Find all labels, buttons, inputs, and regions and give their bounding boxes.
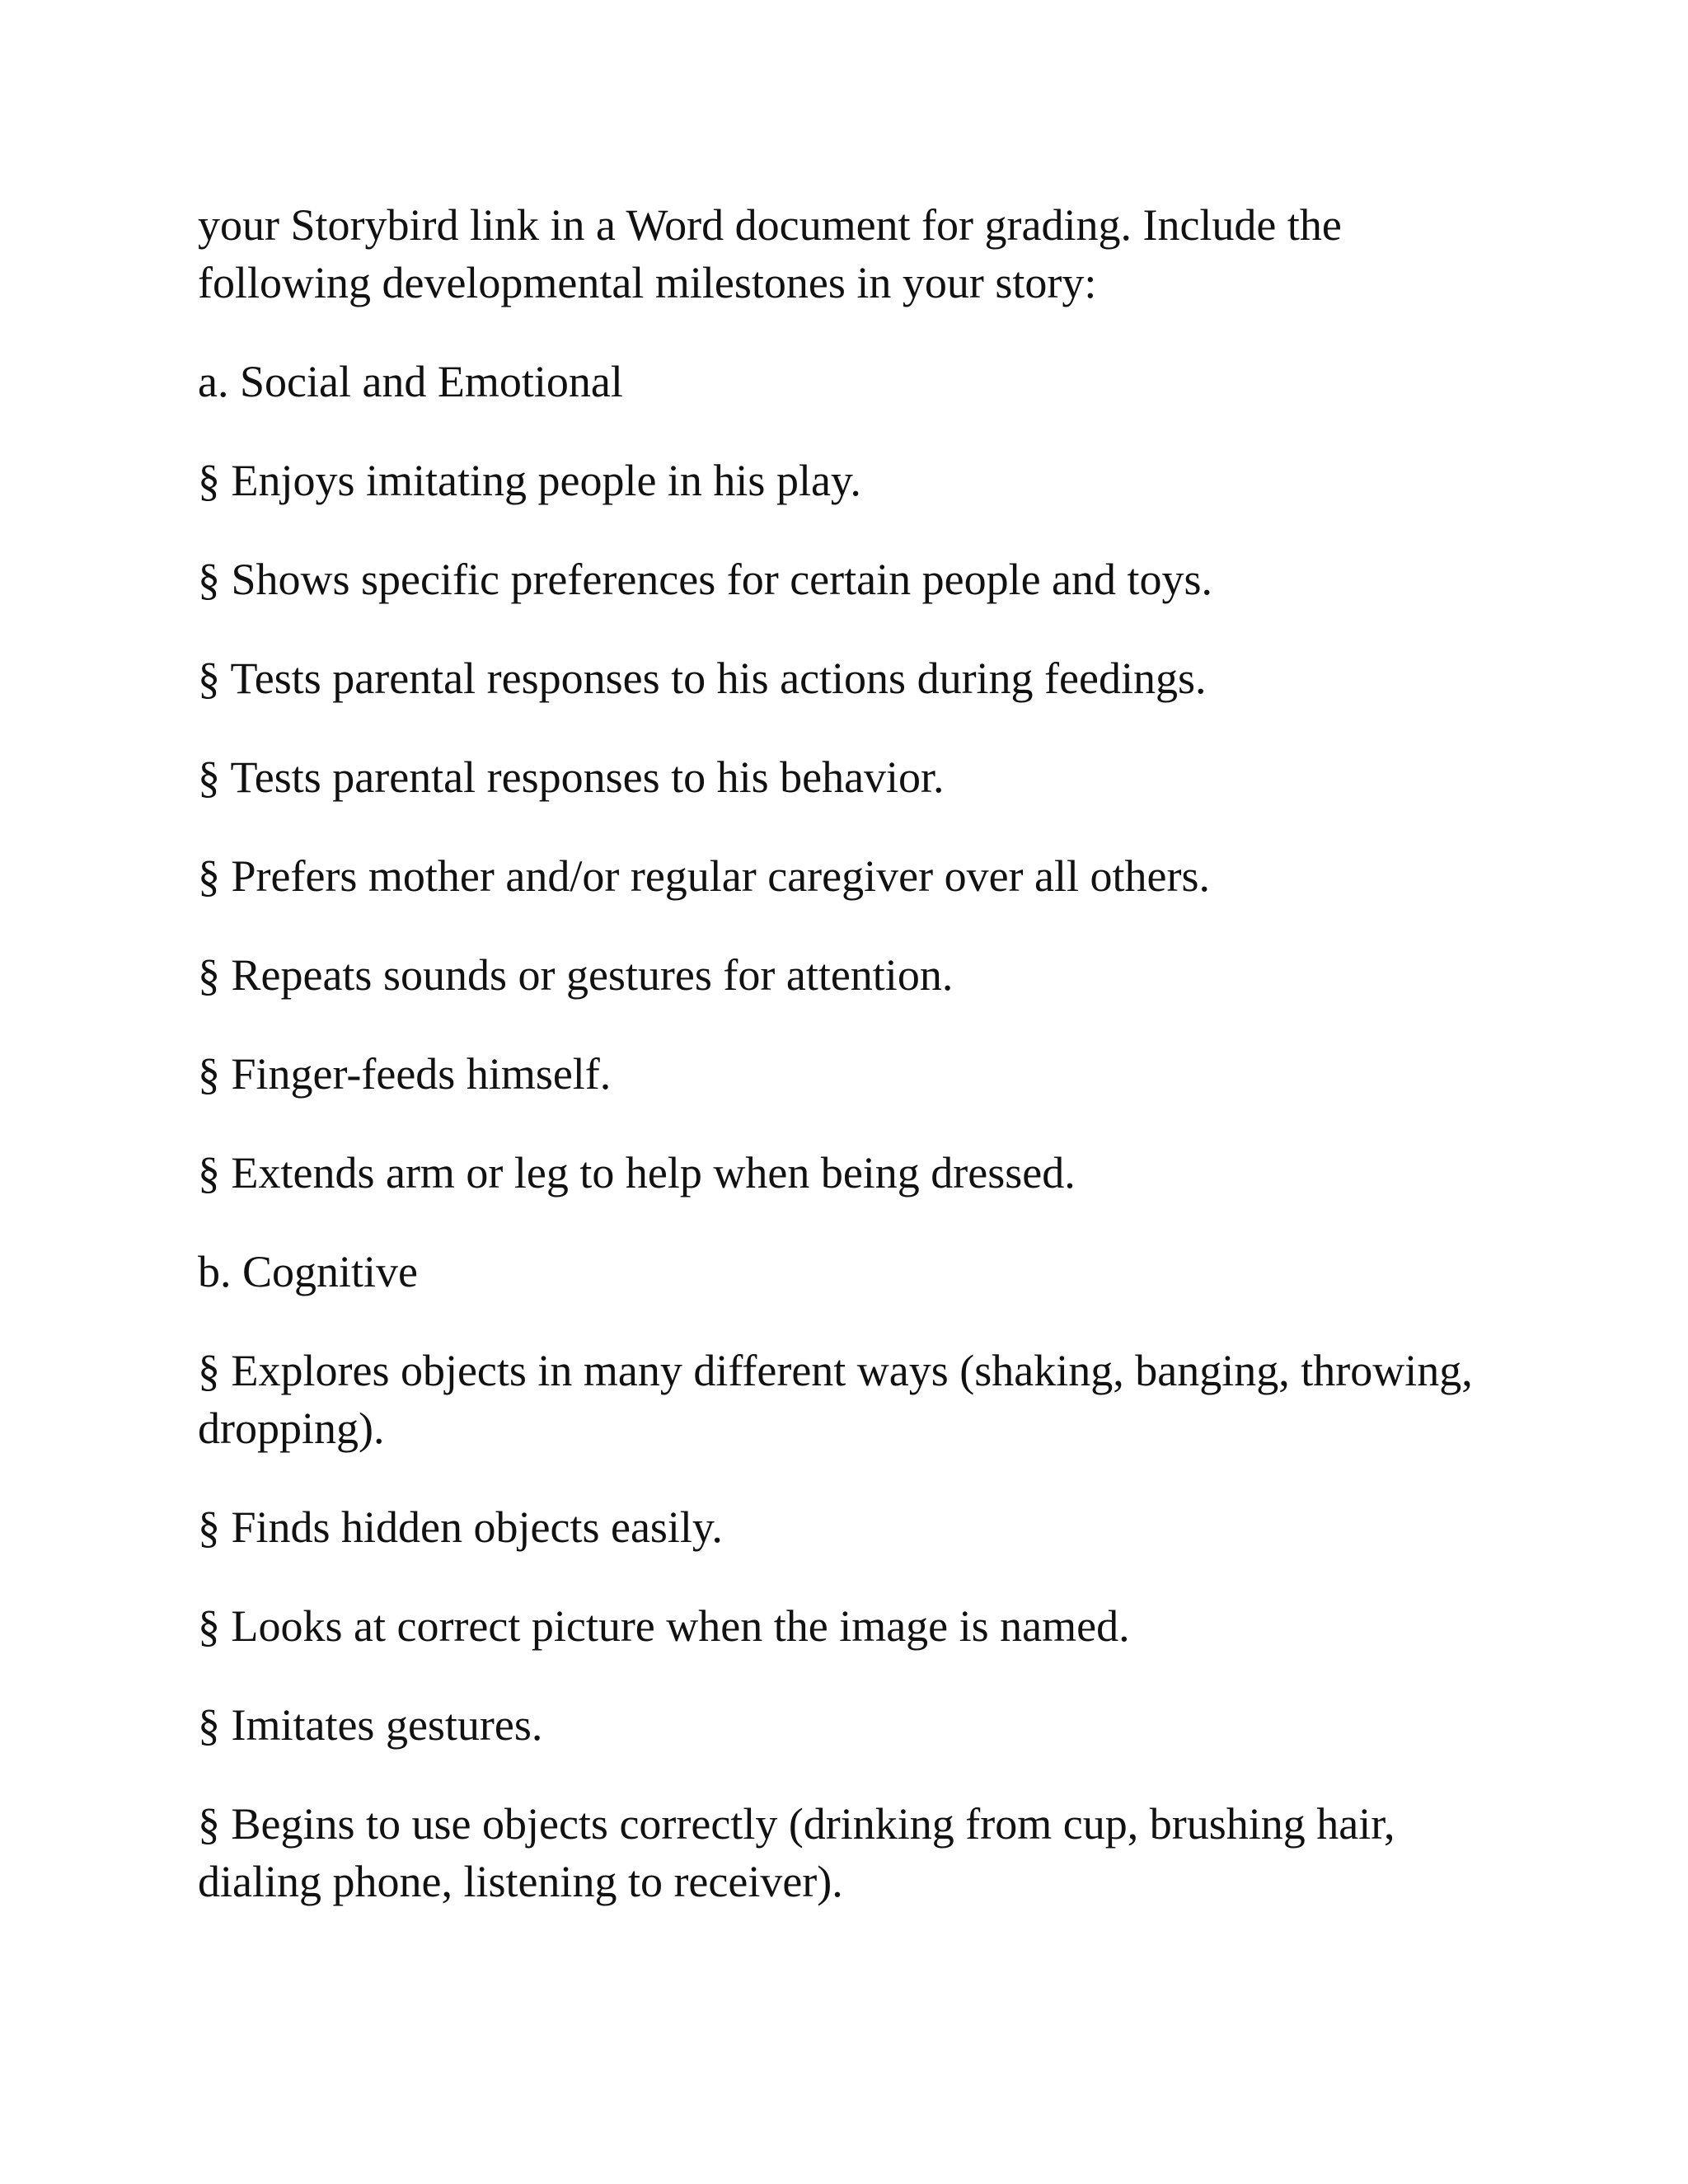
milestone-item: § Extends arm or leg to help when being dressed. <box>198 1148 1076 1197</box>
intro-paragraph: your Storybird link in a Word document for grading. Include the following developmental milestones in your story: <box>198 200 1342 307</box>
milestone-item: § Looks at correct picture when the image is named. <box>198 1601 1130 1651</box>
milestone-item: § Imitates gestures. <box>198 1700 543 1750</box>
milestone-item: § Repeats sounds or gestures for attention. <box>198 950 954 1000</box>
milestone-item: § Enjoys imitating people in his play. <box>198 456 861 505</box>
section-heading-cognitive: b. Cognitive <box>198 1247 418 1296</box>
milestone-item: § Finger-feeds himself. <box>198 1049 612 1099</box>
milestone-item: § Tests parental responses to his actions during feedings. <box>198 654 1207 703</box>
section-heading-social-emotional: a. Social and Emotional <box>198 357 623 406</box>
milestone-item: § Begins to use objects correctly (drinking from cup, brushing hair, dialing phone, listening to receiver). <box>198 1799 1395 1906</box>
document-body <box>198 196 1517 1910</box>
milestone-item: § Finds hidden objects easily. <box>198 1502 723 1552</box>
milestone-item: § Shows specific preferences for certain people and toys. <box>198 555 1213 604</box>
milestone-item: § Prefers mother and/or regular caregiver over all others. <box>198 851 1210 901</box>
milestone-item: § Tests parental responses to his behavior. <box>198 752 945 802</box>
milestone-item: § Explores objects in many different ways (shaking, banging, throwing, dropping). <box>198 1346 1473 1453</box>
